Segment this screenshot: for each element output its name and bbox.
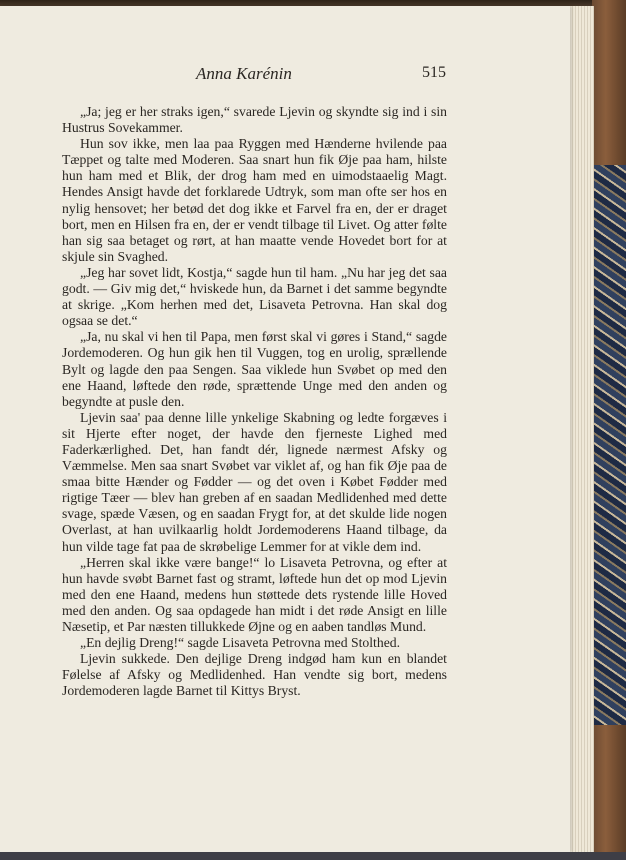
paragraph: „En dejlig Dreng!“ sagde Lisaveta Petrovna med Stolthed. bbox=[80, 635, 401, 651]
body-text bbox=[62, 104, 447, 699]
marbled-endpaper bbox=[594, 165, 626, 725]
running-title: Anna Karénin bbox=[196, 64, 292, 83]
page-number: 515 bbox=[422, 64, 446, 81]
book-page bbox=[0, 6, 570, 852]
paragraph: „Herren skal ikke være bange!“ lo Lisaveta Petrovna, og efter at hun havde svøbt Barnet fast og stramt, løftede hun det op mod Ljevin med den ene Haand, medens hun støttede dets rystende lille Hoved med den anden. Og saa opdagede han midt i det røde Ansigt en lille Næsetip, et Par næsten tillukkede Øjne og en aaben tandløs Mund. bbox=[62, 554, 447, 634]
paragraph: „Ja, nu skal vi hen til Papa, men først skal vi gøres i Stand,“ sagde Jordemoderen. Og hun gik hen til Vuggen, tog en urolig, sprællende Bylt og lagde den paa Sengen. Saa viklede hun Svøbet op med den ene Haand, løftede den røde, sprættende Unge med den anden og begyndte at pusle den. bbox=[62, 329, 447, 409]
paragraph: „Jeg har sovet lidt, Kostja,“ sagde hun til ham. „Nu har jeg det saa godt. — Giv mig det,“ hviskede hun, da Barnet i det samme begyndte at skrige. „Kom herhen med det, Lisaveta Petrovna. Han skal dog ogsaa se det.“ bbox=[62, 264, 447, 329]
bottom-edge bbox=[0, 852, 626, 860]
page-header bbox=[0, 64, 570, 88]
paragraph: Ljevin saa' paa denne lille ynkelige Skabning og ledte forgæves i sit Hjerte efter noget, der havde den fjerneste Lighed med Faderkærlighed. Det, han fandt dér, lignede nærmest Afsky og Væmmelse. Men saa snart Svøbet var viklet af, og han fik Øje paa de smaa bitte Hænder og Fødder — og det oven i Købet Fødder med rigtige Tæer — blev han greben af en saadan Medlidenhed med dette svage, spæde Væsen, og en saadan Frygt for, at det skulde lide nogen Overlast, at han uvilkaarlig holdt Jordemoderens Haand tilbage, da hun vilde tage fat paa de skrøbelige Lemmer for at vikle dem ind. bbox=[62, 409, 447, 554]
paragraph: „Ja; jeg er her straks igen,“ svarede Ljevin og skyndte sig ind i sin Hustrus Sovekammer. bbox=[62, 104, 447, 136]
paragraph: Ljevin sukkede. Den dejlige Dreng indgød ham kun en blandet Følelse af Afsky og Medlidenhed. Han vendte sig bort, medens Jordemoderen lagde Barnet til Kittys Bryst. bbox=[62, 651, 447, 699]
paragraph: Hun sov ikke, men laa paa Ryggen med Hænderne hvilende paa Tæppet og talte med Moderen. Saa snart hun fik Øje paa ham, hilste hun ham med et Blik, der drog ham med en uimodstaaelig Magt. Hendes Ansigt havde det forklarede Udtryk, som man ofte ser hos en nylig hensovet; her betød det dog ikke et Farvel fra en, der er draget bort, men en Hilsen fra en, der er vendt tilbage til Livet. Og atter følte han sig saa betaget og rørt, at han maatte vende Hovedet bort for at skjule sin Svaghed. bbox=[62, 136, 447, 264]
